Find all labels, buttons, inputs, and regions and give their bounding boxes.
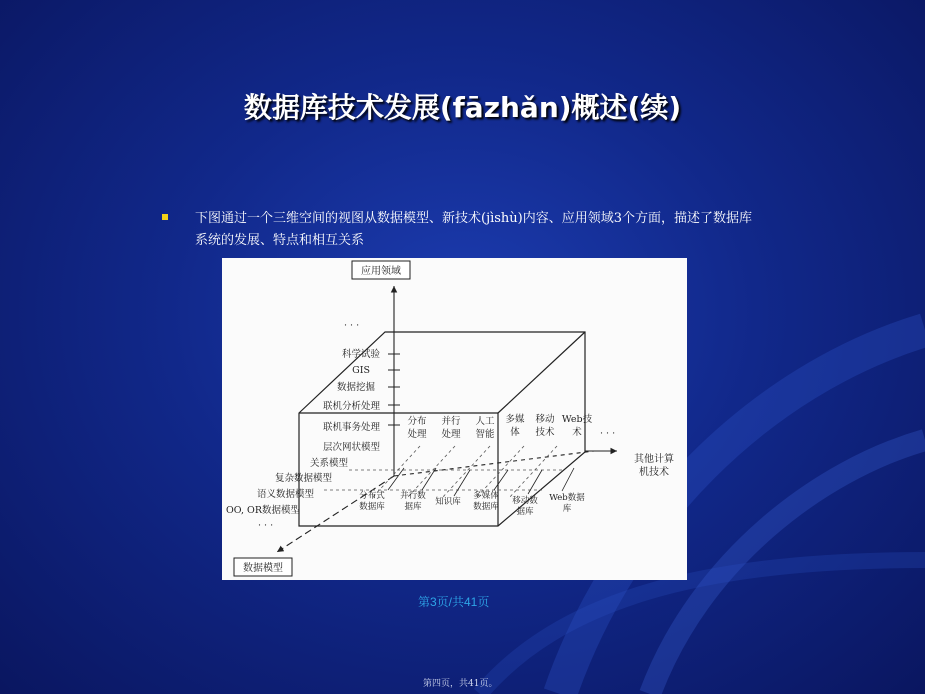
model-label: 层次网状模型 — [322, 442, 380, 453]
app-label: 联机分析处理 — [322, 401, 380, 412]
tech-label: 处理 — [441, 429, 461, 440]
tech-axis-dashed — [394, 451, 594, 476]
tech-label: 分布 — [407, 416, 427, 427]
database-3d-diagram — [222, 258, 687, 580]
bullet-text: 下图通过一个三维空间的视图从数据模型、新技术(jìshù)内容、应用领域3个方面，描述了数据库系统的发展、特点和相互关系 — [195, 211, 753, 248]
tech-label: 智能 — [475, 429, 495, 440]
app-label: 联机事务处理 — [322, 422, 380, 433]
axis-label-model — [234, 558, 292, 576]
tech-label: 人工 — [475, 416, 495, 427]
app-label: 数据挖掘 — [336, 382, 375, 393]
slide-footer: 第四页，共41页。 — [423, 679, 498, 689]
axis-label-app — [352, 261, 410, 279]
db-label: 数据库 — [473, 502, 499, 512]
tech-label: 并行 — [441, 416, 461, 427]
db-label: 知识库 — [435, 497, 461, 507]
tech-axis-ellipsis: · · · — [600, 428, 616, 439]
tech-label: 处理 — [407, 429, 427, 440]
db-label: 移动数 — [512, 496, 538, 506]
model-label: 语义数据模型 — [256, 489, 314, 500]
app-label: 科学试验 — [341, 349, 380, 360]
page-number-link[interactable]: 第3页/共41页 — [418, 595, 490, 609]
db-label: 分布式 — [359, 491, 385, 501]
model-label: OO, OR数据模型 — [225, 505, 300, 516]
model-label: 关系模型 — [309, 458, 348, 469]
tech-label: 体 — [510, 427, 520, 438]
slide-title: 数据库技术发展(fāzhǎn)概述(续) — [243, 91, 682, 124]
svg-text:数据模型: 数据模型 — [243, 563, 283, 574]
db-label: 据库 — [516, 507, 534, 517]
tech-label: 多媒 — [505, 414, 525, 425]
db-label: 并行数 — [400, 491, 426, 501]
technology-labels — [407, 413, 592, 440]
app-label: GIS — [352, 365, 370, 376]
db-label: 数据库 — [359, 502, 385, 512]
model-axis-ellipsis: · · · — [258, 520, 274, 531]
tech-label: 移动 — [535, 414, 555, 425]
axis-label-tech — [634, 452, 674, 478]
db-label: 库 — [562, 504, 572, 514]
app-axis-ellipsis: · · · — [344, 320, 360, 331]
tech-label: 术 — [572, 427, 582, 438]
svg-text:其他计算: 其他计算 — [634, 454, 674, 465]
db-label: 多媒体 — [473, 491, 499, 501]
tech-label: 技术 — [535, 427, 555, 438]
svg-text:应用领域: 应用领域 — [361, 266, 401, 277]
tech-label: Web技 — [561, 414, 593, 425]
db-label: Web数据 — [549, 493, 585, 503]
db-label: 据库 — [404, 502, 422, 512]
model-labels — [226, 441, 381, 516]
model-label: 复杂数据模型 — [274, 473, 332, 484]
database-labels — [359, 490, 585, 517]
bullet-marker — [162, 214, 168, 220]
application-labels — [323, 348, 381, 433]
svg-text:机技术: 机技术 — [639, 467, 669, 478]
